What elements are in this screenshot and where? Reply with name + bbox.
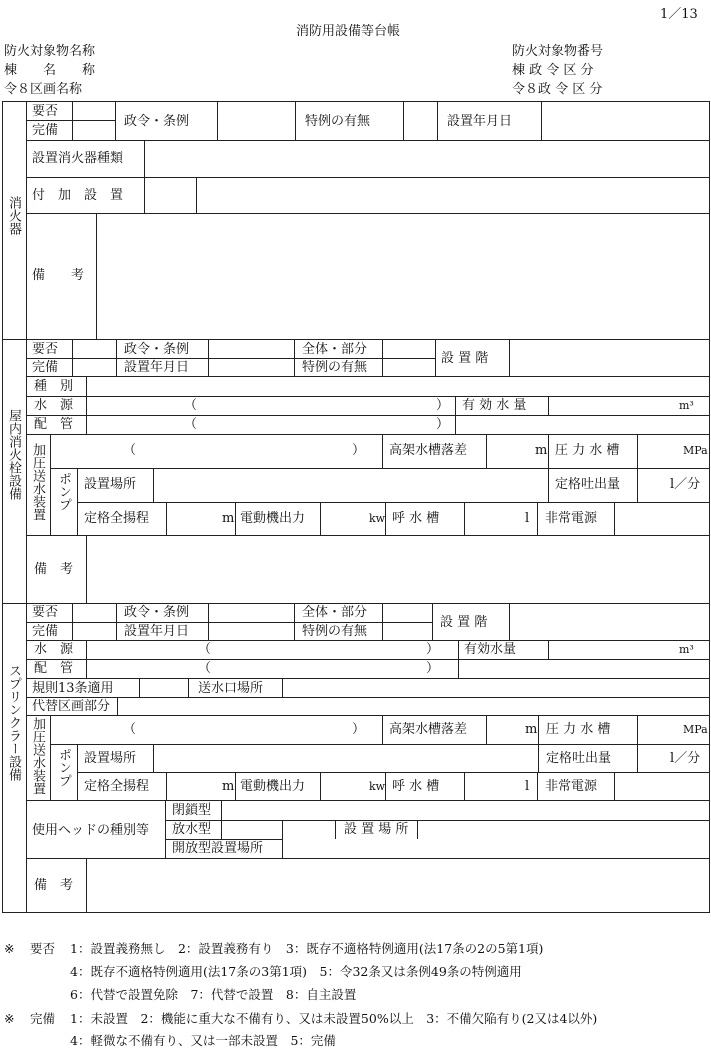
spr-per-min-unit: l／分	[670, 751, 701, 766]
spr-suigen-label: 水 源	[34, 642, 74, 657]
hyd-atsuryoku-label: 圧 力 水 槽	[555, 443, 620, 458]
spr-zentai-label: 全体・部分	[302, 605, 368, 620]
note-yohi-line: 1：設置義務無し 2：設置義務有り 3：既存不適格特例適用(法17条の2の5第1項)	[70, 941, 544, 956]
spr-kouka-label: 高架水槽落差	[389, 722, 468, 737]
hyd-biko-label: 備 考	[34, 562, 74, 577]
note-kanbi-line: 4：軽微な不備有り、又は一部未設置 5：完備	[70, 1033, 336, 1048]
hyd-yobimizu-label: 呼 水 槽	[392, 511, 440, 526]
section-label-sprinkler: スプリンクラー設備	[6, 664, 21, 781]
hyd-haikan-label: 配 管	[34, 417, 74, 432]
spr-tokurei-label: 特例の有無	[302, 624, 368, 639]
spr-setchi-basho2-label: 設 置 場 所	[344, 822, 409, 837]
spr-haikan-label: 配 管	[34, 661, 74, 676]
hyd-pump-label: ポンプ	[56, 472, 71, 511]
header-left-2: 棟 名 称	[4, 63, 96, 78]
hyd-haikan-paren-close: ）	[436, 417, 450, 432]
hyd-setchi-kai-label: 設 置 階	[441, 351, 489, 366]
note-yohi-label: 要否	[30, 941, 56, 956]
spr-yobimizu-label: 呼 水 槽	[392, 779, 440, 794]
hyd-kanbi-label: 完備	[32, 360, 59, 375]
spr-kaatsu-label: 加圧送水装置	[30, 717, 45, 795]
ext-fuka-label: 付 加 設 置	[32, 188, 124, 203]
spr-suigen-paren-open: （	[198, 642, 212, 657]
hyd-hijo-label: 非常電源	[545, 511, 598, 526]
spr-daitai-label: 代替区画部分	[32, 699, 111, 714]
spr-kw-unit: kw	[369, 780, 386, 793]
spr-yohi-label: 要否	[32, 605, 59, 620]
section-label-extinguisher: 消火器	[6, 196, 21, 235]
hyd-yuko-label: 有 効 水 量	[462, 398, 527, 413]
spr-setchi-kai-label: 設 置 階	[440, 615, 488, 630]
spr-haikan-paren-open: （	[198, 661, 212, 676]
spr-m3-unit: m³	[679, 643, 694, 656]
header-right-3: 令８政 令 区 分	[512, 82, 603, 97]
hyd-suigen-label: 水 源	[34, 398, 74, 413]
hyd-per-min-unit: l／分	[670, 477, 701, 492]
spr-mpa-unit: MPa	[683, 723, 708, 736]
note-yohi-line: 4：既存不適格特例適用(法17条の3第1項) 5：令32条又は条例49条の特例適用	[70, 964, 522, 979]
spr-teikaku-toshutsu-label: 定格吐出量	[546, 751, 612, 766]
hyd-kw-unit: kw	[369, 512, 386, 525]
hyd-kaatsu-label: 加圧送水装置	[30, 443, 45, 521]
hyd-suigen-paren-open: （	[184, 398, 198, 413]
spr-hijo-label: 非常電源	[545, 779, 598, 794]
spr-kanbi-label: 完備	[32, 624, 59, 639]
note-kanbi-line: 1：未設置 2：機能に重大な不備有り、又は未設置50%以上 3：不備欠陥有り(2又は4以外)	[70, 1011, 598, 1026]
ext-tokurei-label: 特例の有無	[305, 114, 371, 129]
spr-kaatsu-paren-close: ）	[352, 722, 366, 737]
hyd-m3-unit: m³	[679, 399, 694, 412]
hyd-teikaku-yotei-label: 定格全揚程	[84, 511, 150, 526]
section-label-hydrant: 屋内消火栓設備	[6, 409, 21, 500]
hyd-yotei-unit: m	[222, 511, 235, 526]
spr-kaatsu-paren-open: （	[123, 722, 137, 737]
spr-biko-label: 備 考	[34, 878, 74, 893]
ext-kanbi-label: 完備	[32, 123, 59, 138]
ext-biko-label: 備 考	[32, 268, 85, 283]
hyd-suigen-paren-close: ）	[436, 398, 450, 413]
spr-suigen-paren-close: ）	[426, 642, 440, 657]
note-kanbi-label: 完備	[30, 1011, 56, 1026]
hyd-yohi-label: 要否	[32, 342, 59, 357]
note-mark-1: ※	[4, 941, 15, 956]
spr-head-label: 使用ヘッドの種別等	[32, 823, 150, 838]
header-left-1: 防火対象物名称	[4, 44, 96, 59]
note-yohi-line: 6：代替で設置免除 7：代替で設置 8：自主設置	[70, 987, 357, 1002]
spr-yotei-unit: m	[222, 779, 235, 794]
note-mark-2: ※	[4, 1011, 15, 1026]
hyd-shubetsu-label: 種 別	[34, 379, 74, 394]
hyd-haikan-paren-open: （	[184, 417, 198, 432]
hyd-mpa-unit: MPa	[683, 444, 708, 457]
ext-yohi-label: 要否	[32, 104, 59, 119]
hyd-dendo-label: 電動機出力	[240, 511, 306, 526]
spr-kouka-unit: m	[525, 722, 538, 737]
hyd-kouka-label: 高架水槽落差	[389, 443, 468, 458]
spr-heisa-label: 閉鎖型	[172, 803, 212, 818]
hyd-teikaku-toshutsu-label: 定格吐出量	[555, 477, 621, 492]
ext-seirei-label: 政令・条例	[124, 114, 190, 129]
hyd-setchi-basho-label: 設置場所	[84, 477, 137, 492]
ext-setchi-date-label: 設置年月日	[447, 114, 513, 129]
hyd-zentai-label: 全体・部分	[302, 342, 368, 357]
spr-kaiho-label: 開放型設置場所	[172, 841, 264, 856]
hyd-kaatsu-paren-close: ）	[352, 443, 366, 458]
spr-setchi-basho-label: 設置場所	[84, 751, 137, 766]
header-left-3: 令８区画名称	[4, 82, 83, 97]
hyd-kouka-unit: m	[535, 443, 548, 458]
spr-hosui-label: 放水型	[172, 822, 212, 837]
spr-yuko-label: 有効水量	[464, 642, 517, 657]
ext-shurui-label: 設置消火器種類	[32, 151, 124, 166]
spr-l-unit: l	[525, 779, 530, 794]
spr-teikaku-yotei-label: 定格全揚程	[84, 779, 150, 794]
page-title: 消防用設備等台帳	[296, 24, 401, 39]
spr-haikan-paren-close: ）	[426, 661, 440, 676]
hyd-kaatsu-paren-open: （	[123, 443, 137, 458]
hyd-setchi-date-label: 設置年月日	[124, 360, 190, 375]
spr-pump-label: ポンプ	[56, 748, 71, 787]
page-number: 1／13	[660, 7, 698, 22]
spr-kisoku13-label: 規則13条適用	[32, 681, 114, 696]
spr-sosuiko-label: 送水口場所	[198, 681, 264, 696]
spr-seirei-label: 政令・条例	[124, 605, 190, 620]
spr-atsuryoku-label: 圧 力 水 槽	[546, 722, 611, 737]
header-right-2: 棟 政 令 区 分	[512, 63, 594, 78]
hyd-seirei-label: 政令・条例	[124, 342, 190, 357]
spr-setchi-date-label: 設置年月日	[124, 624, 190, 639]
spr-dendo-label: 電動機出力	[240, 779, 306, 794]
hyd-tokurei-label: 特例の有無	[302, 360, 368, 375]
header-right-1: 防火対象物番号	[512, 44, 604, 59]
hyd-l-unit: l	[525, 511, 530, 526]
